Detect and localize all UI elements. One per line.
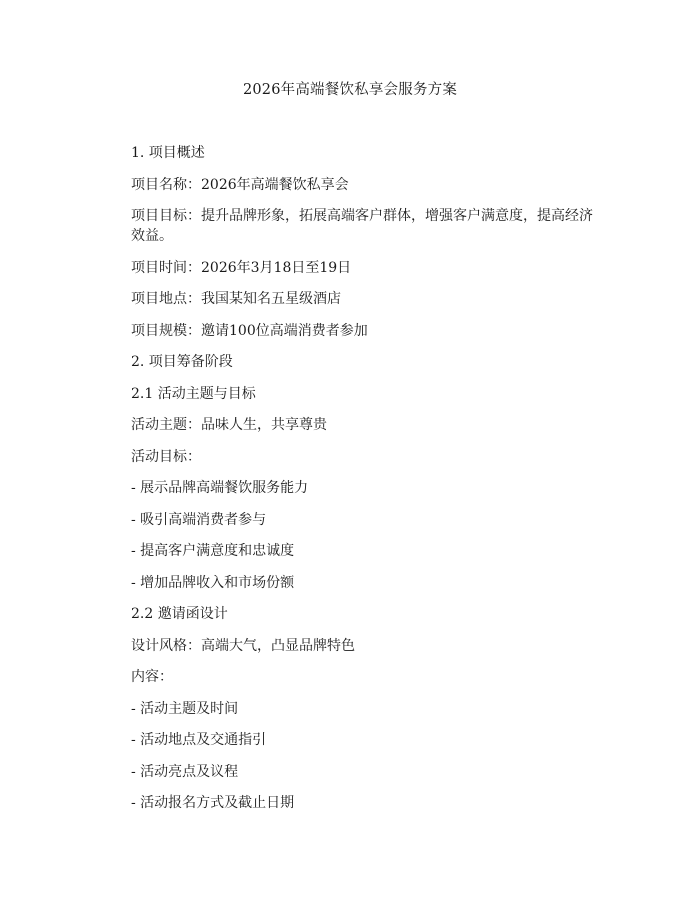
project-time-line: 项目时间：2026年3月18日至19日 xyxy=(131,259,352,276)
section-heading-overview: 1. 项目概述 xyxy=(131,145,205,161)
list-item: - 增加品牌收入和市场份额 xyxy=(131,574,295,591)
activity-theme-line: 活动主题：品味人生，共享尊贵 xyxy=(131,417,327,433)
activity-goal-label: 活动目标： xyxy=(131,448,201,465)
subsection-heading-theme: 2.1 活动主题与目标 xyxy=(131,385,256,402)
list-item: - 活动地点及交通指引 xyxy=(131,732,267,748)
content-label: 内容： xyxy=(131,669,173,685)
list-item: - 展示品牌高端餐饮服务能力 xyxy=(131,480,309,496)
project-scale-line: 项目规模：邀请100位高端消费者参加 xyxy=(131,322,368,339)
document-title: 2026年高端餐饮私享会服务方案 xyxy=(242,82,458,98)
section-heading-preparation: 2. 项目筹备阶段 xyxy=(131,354,233,370)
project-name-line: 项目名称：2026年高端餐饮私享会 xyxy=(131,176,349,193)
list-item: - 活动报名方式及截止日期 xyxy=(131,795,295,811)
list-item: - 提高客户满意度和忠诚度 xyxy=(131,543,295,559)
list-item: - 活动主题及时间 xyxy=(131,700,239,717)
list-item: - 吸引高端消费者参与 xyxy=(131,511,267,528)
design-style-line: 设计风格：高端大气，凸显品牌特色 xyxy=(131,637,355,654)
document-body xyxy=(131,143,606,825)
list-item: - 活动亮点及议程 xyxy=(131,763,239,780)
subsection-heading-invitation: 2.2 邀请函设计 xyxy=(131,606,228,622)
project-goal-line: 项目目标：提升品牌形象，拓展高端客户群体，增强客户满意度，提高经济效益。 xyxy=(131,208,593,244)
project-location-line: 项目地点：我国某知名五星级酒店 xyxy=(131,291,341,307)
